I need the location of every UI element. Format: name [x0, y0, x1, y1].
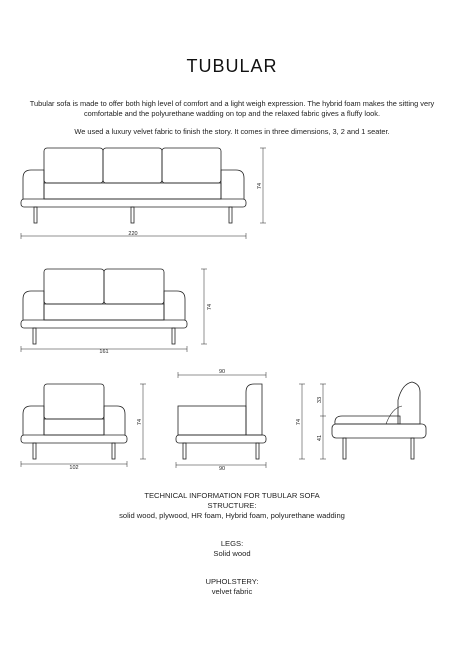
leg	[343, 438, 346, 459]
back-cushion	[103, 148, 162, 183]
seat	[44, 419, 104, 435]
profile-back-label: 33	[317, 396, 323, 404]
structure-value: solid wood, plywood, HR foam, Hybrid foam, polyurethane wadding	[119, 511, 345, 520]
base	[176, 435, 266, 443]
legs-label: LEGS:	[220, 539, 244, 548]
base	[21, 435, 127, 443]
leg	[33, 328, 36, 344]
specs-heading: TECHNICAL INFORMATION FOR TUBULAR SOFA	[144, 491, 320, 500]
upholstery-label: UPHOLSTERY:	[205, 577, 259, 586]
leg	[183, 443, 186, 459]
leg	[131, 207, 134, 223]
three-seater-drawing	[21, 148, 266, 239]
three-seater-height-label: 74	[257, 182, 263, 190]
seat	[44, 183, 221, 199]
back-cushion	[44, 148, 103, 183]
one-seater-height-label: 74	[137, 418, 143, 426]
structure-block	[0, 491, 464, 521]
intro-paragraph-1: Tubular sofa is made to offer both high level of comfort and a light weigh expression. The hybrid foam makes the sitting very comfortable and the polyurethane wadding on top and the relaxed fabric gives a fluffy look.	[29, 99, 435, 118]
leg	[172, 328, 175, 344]
structure-label: STRUCTURE:	[207, 501, 257, 510]
legs-block	[0, 539, 464, 559]
left-arm	[23, 170, 44, 199]
one-seater-front-drawing	[21, 384, 146, 467]
seat-profile	[335, 416, 400, 424]
profile-seat-label: 41	[317, 434, 323, 442]
upholstery-value: velvet fabric	[211, 587, 253, 596]
base	[21, 199, 246, 207]
intro-paragraph-2: We used a luxury velvet fabric to finish the story. It comes in three dimensions, 3, 2 and 1 seater.	[74, 127, 390, 136]
backrest	[246, 384, 262, 435]
leg	[33, 443, 36, 459]
left-arm	[23, 406, 44, 435]
one-seater-width-label: 102	[69, 465, 79, 471]
leg	[229, 207, 232, 223]
legs-value: Solid wood	[213, 549, 251, 558]
technical-specs	[0, 491, 464, 615]
right-arm	[104, 406, 125, 435]
side-depth-label: 90	[218, 466, 226, 472]
leg	[34, 207, 37, 223]
back-cushion	[44, 269, 104, 304]
leg	[411, 438, 414, 459]
profile-drawing	[320, 382, 426, 459]
back-cushion	[162, 148, 221, 183]
dimension-labels	[69, 183, 323, 472]
seat	[44, 304, 164, 320]
back-cushion	[104, 269, 164, 304]
right-arm	[221, 170, 244, 199]
back-cushion	[44, 384, 104, 419]
three-seater-width-label: 220	[128, 231, 138, 237]
two-seater-height-label: 74	[207, 303, 213, 311]
page-title: TUBULAR	[186, 56, 278, 76]
side-width-label: 90	[218, 369, 226, 375]
base	[21, 320, 187, 328]
base-profile	[332, 424, 426, 438]
leg	[256, 443, 259, 459]
right-arm	[164, 291, 185, 320]
side-height-label: 74	[296, 418, 302, 426]
two-seater-width-label: 161	[99, 349, 109, 355]
backrest-profile	[398, 382, 420, 424]
one-seater-side-drawing	[176, 372, 305, 468]
leg	[112, 443, 115, 459]
two-seater-drawing	[21, 269, 207, 352]
upholstery-block	[0, 577, 464, 597]
seat-block	[178, 406, 246, 435]
left-arm	[23, 291, 44, 320]
